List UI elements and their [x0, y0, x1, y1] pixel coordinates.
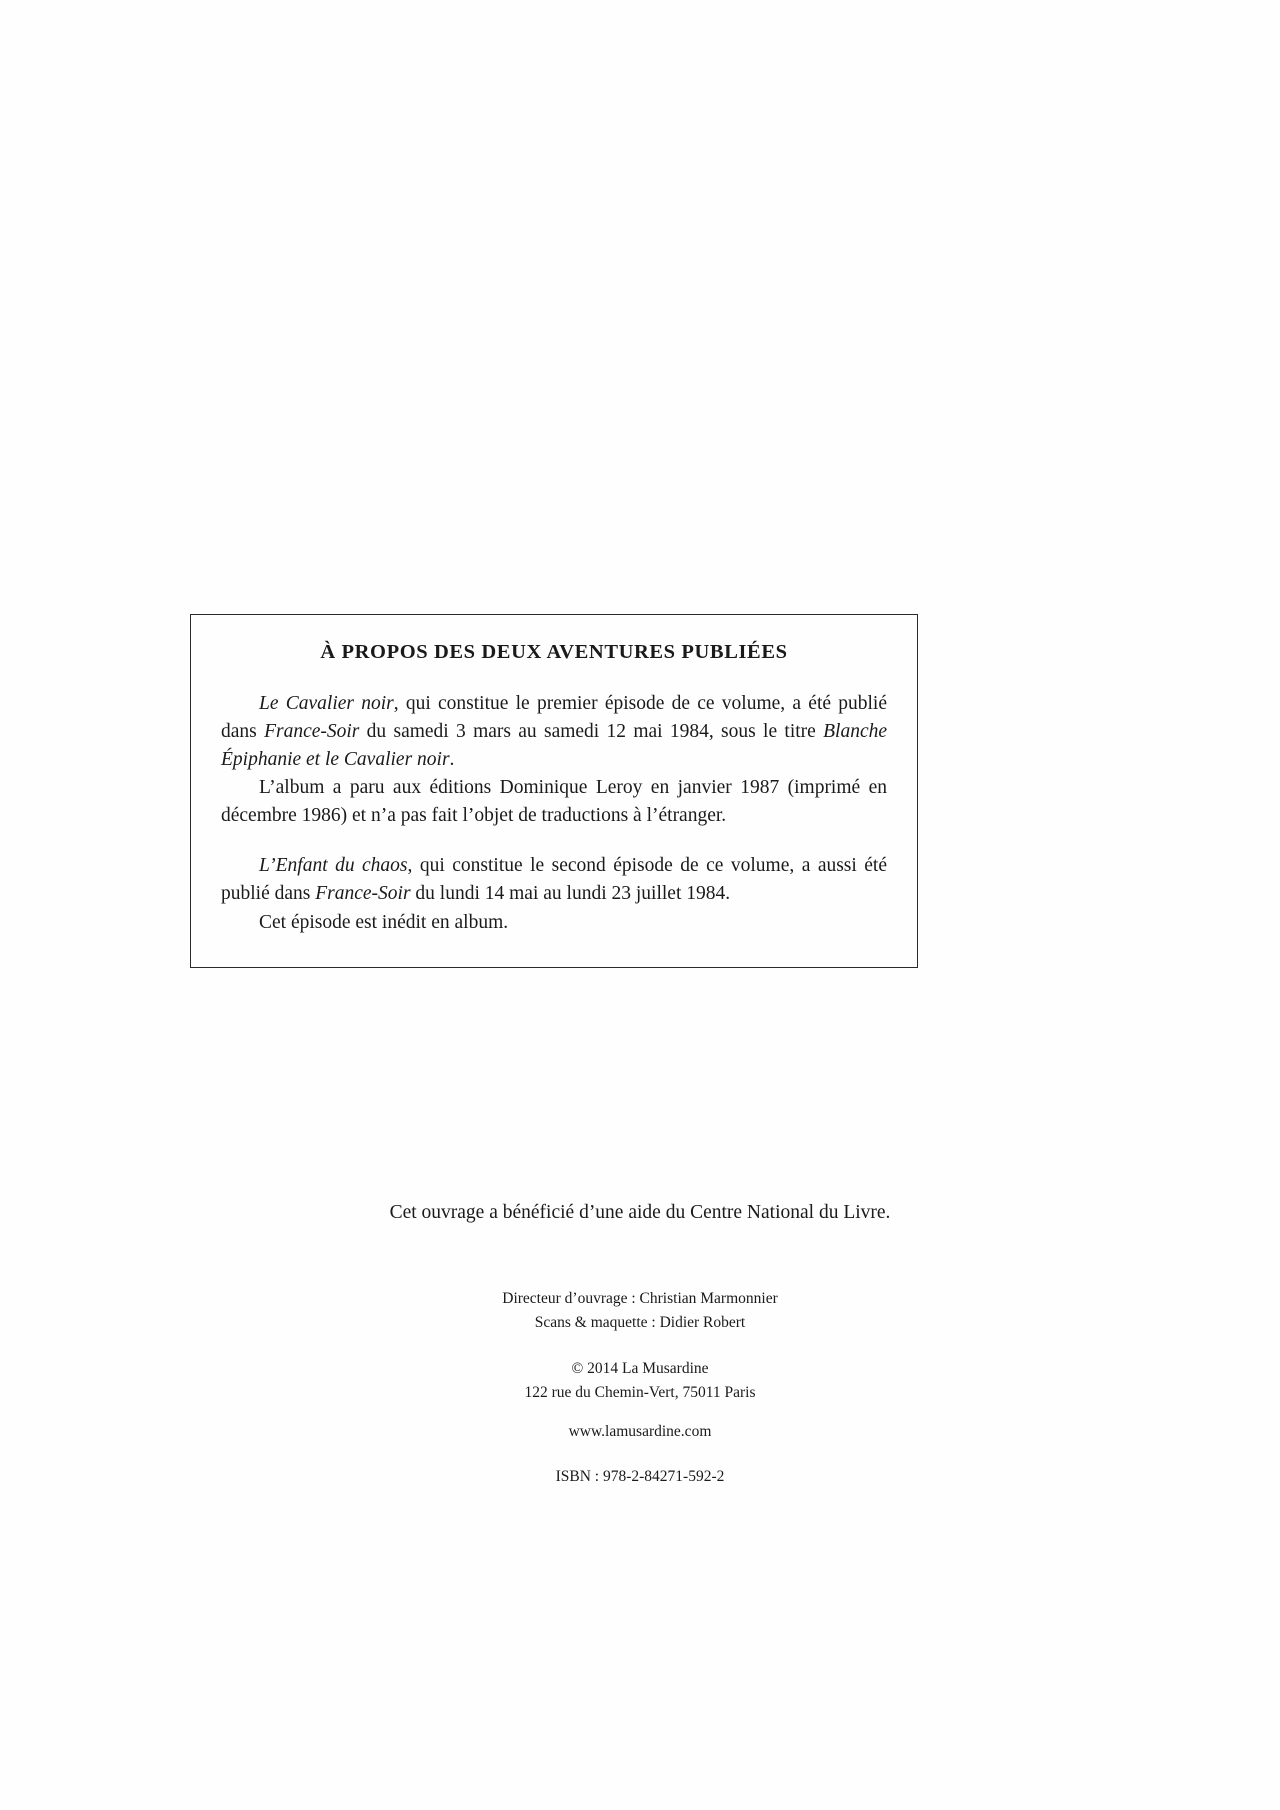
title-blanche-epiphanie: Blanche Épiphanie et le Cavalier noir [221, 721, 888, 771]
title-lenfant-du-chaos: L’Enfant du chaos [259, 855, 408, 877]
note-text-1d: du samedi 3 mars au samedi 12 mai 1984, sous le titre [359, 721, 824, 743]
note-title: À PROPOS DES DEUX AVENTURES PUBLIÉES [320, 641, 788, 663]
about-published-adventures-box [190, 614, 918, 968]
note-text-1b: , qui constitue le premier épisode de ce volume, a été publié dans [221, 693, 888, 743]
credit-scans-layout: Scans & maquette : Didier Robert [534, 1314, 746, 1332]
publisher-address: 122 rue du Chemin-Vert, 75011 Paris [524, 1384, 756, 1402]
note-text-1f: . [449, 749, 455, 771]
credits-block [0, 1287, 1280, 1335]
title-le-cavalier-noir: Le Cavalier noir [259, 693, 394, 714]
credit-director: Directeur d’ouvrage : Christian Marmonnier [502, 1290, 778, 1307]
publisher-website[interactable]: www.lamusardine.com [568, 1423, 712, 1440]
note-paragraph-cavalier-noir [221, 690, 887, 774]
copyright-line: © 2014 La Musardine [571, 1360, 709, 1377]
isbn-line: ISBN : 978-2-84271-592-2 [555, 1468, 725, 1485]
note-paragraph-enfant-du-chaos [221, 852, 887, 908]
title-france-soir-1: France-Soir [264, 721, 360, 743]
title-france-soir-2: France-Soir [315, 883, 411, 905]
note-text-3b: , qui constitue le second épisode de ce volume, a aussi été publié dans [221, 855, 888, 905]
cnl-support-line: Cet ouvrage a bénéficié d’une aide du Centre National du Livre. [389, 1202, 891, 1223]
publisher-block [0, 1357, 1280, 1405]
note-text-3d: du lundi 14 mai au lundi 23 juillet 1984. [410, 883, 731, 905]
note-paragraph-inedit: Cet épisode est inédit en album. [259, 911, 509, 933]
note-paragraph-album: L’album a paru aux éditions Dominique Leroy en janvier 1987 (imprimé en décembre 1986) et n’a pas fait l’objet de traductions à l’étranger. [221, 777, 887, 827]
